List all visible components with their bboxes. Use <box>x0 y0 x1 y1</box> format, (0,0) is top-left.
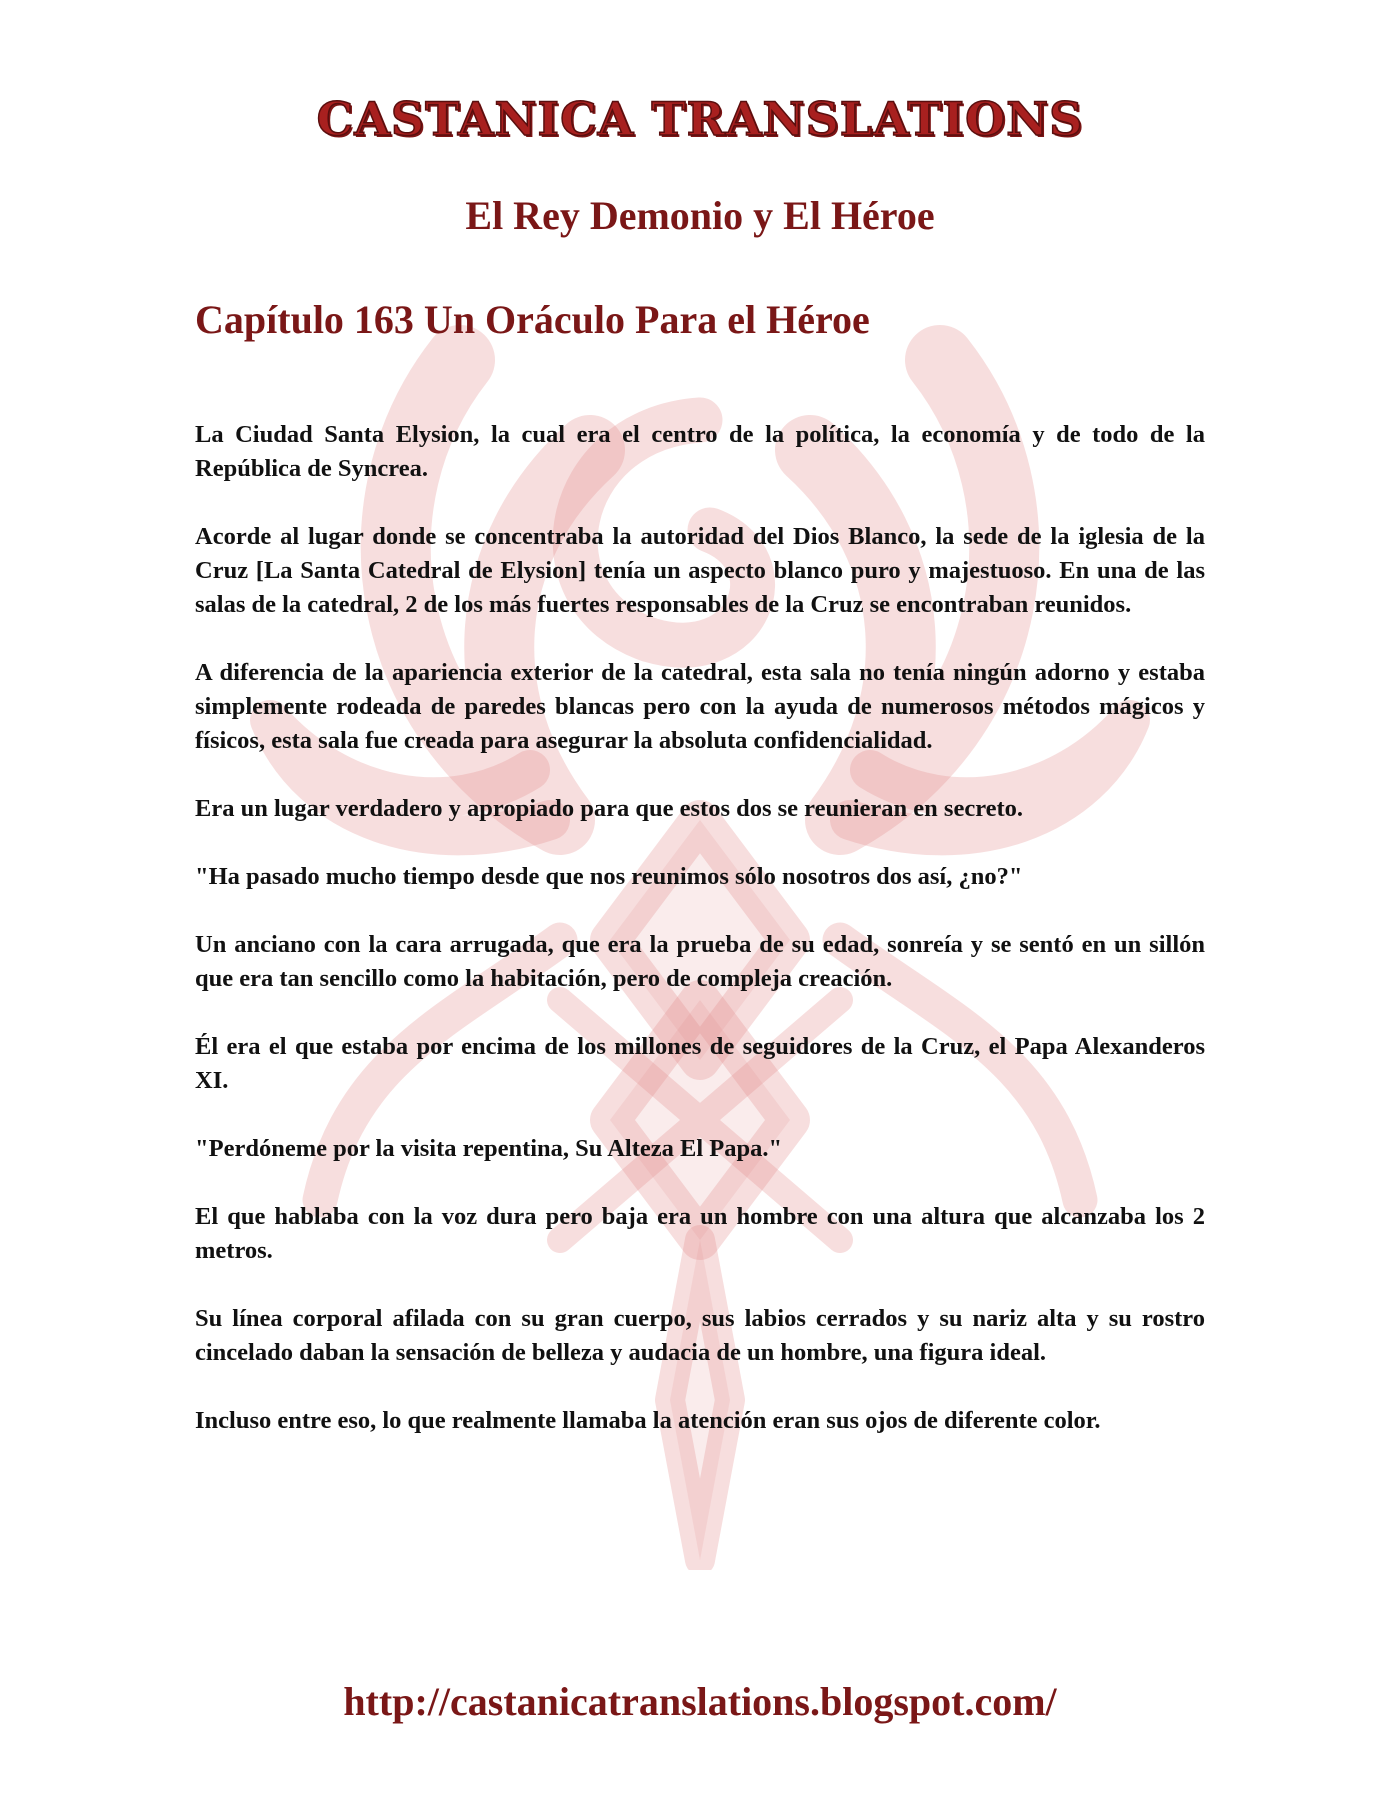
paragraph: Un anciano con la cara arrugada, que era la prueba de su edad, sonreía y se sentó en un sillón que era tan sencillo como la habitación, pero de compleja creación. <box>195 931 1205 992</box>
chapter-title: Capítulo 163 Un Oráculo Para el Héroe <box>195 297 870 342</box>
paragraph: A diferencia de la apariencia exterior de la catedral, esta sala no tenía ningún adorno y estaba simplemente rodeada de paredes blancas pero con la ayuda de numerosos métodos mágicos y físicos, esta sala fue creada para asegurar la absoluta confidencialidad. <box>195 659 1205 754</box>
chapter-body <box>195 418 1205 1472</box>
novel-subtitle: El Rey Demonio y El Héroe <box>465 193 935 238</box>
footer-url-link[interactable]: http://castanicatranslations.blogspot.com/ <box>343 1679 1057 1724</box>
paragraph: "Ha pasado mucho tiempo desde que nos reunimos sólo nosotros dos así, ¿no?" <box>195 863 1023 890</box>
paragraph: El que hablaba con la voz dura pero baja era un hombre con una altura que alcanzaba los 2 metros. <box>195 1203 1205 1264</box>
paragraph: Incluso entre eso, lo que realmente llamaba la atención eran sus ojos de diferente color. <box>195 1407 1101 1434</box>
brand-title: CASTANICA TRANSLATIONS <box>316 92 1084 146</box>
paragraph: Él era el que estaba por encima de los millones de seguidores de la Cruz, el Papa Alexanderos XI. <box>195 1033 1205 1094</box>
paragraph: Era un lugar verdadero y apropiado para que estos dos se reunieran en secreto. <box>195 795 1024 822</box>
paragraph: Acorde al lugar donde se concentraba la autoridad del Dios Blanco, la sede de la iglesia de la Cruz [La Santa Catedral de Elysion] tenía un aspecto blanco puro y majestuoso. En una de las salas de la catedral, 2 de los más fuertes responsables de la Cruz se encontraban reunidos. <box>195 523 1205 618</box>
paragraph: "Perdóneme por la visita repentina, Su Alteza El Papa." <box>195 1135 783 1162</box>
paragraph: Su línea corporal afilada con su gran cuerpo, sus labios cerrados y su nariz alta y su rostro cincelado daban la sensación de belleza y audacia de un hombre, una figura ideal. <box>195 1305 1205 1366</box>
paragraph: La Ciudad Santa Elysion, la cual era el centro de la política, la economía y de todo de la República de Syncrea. <box>195 421 1205 482</box>
